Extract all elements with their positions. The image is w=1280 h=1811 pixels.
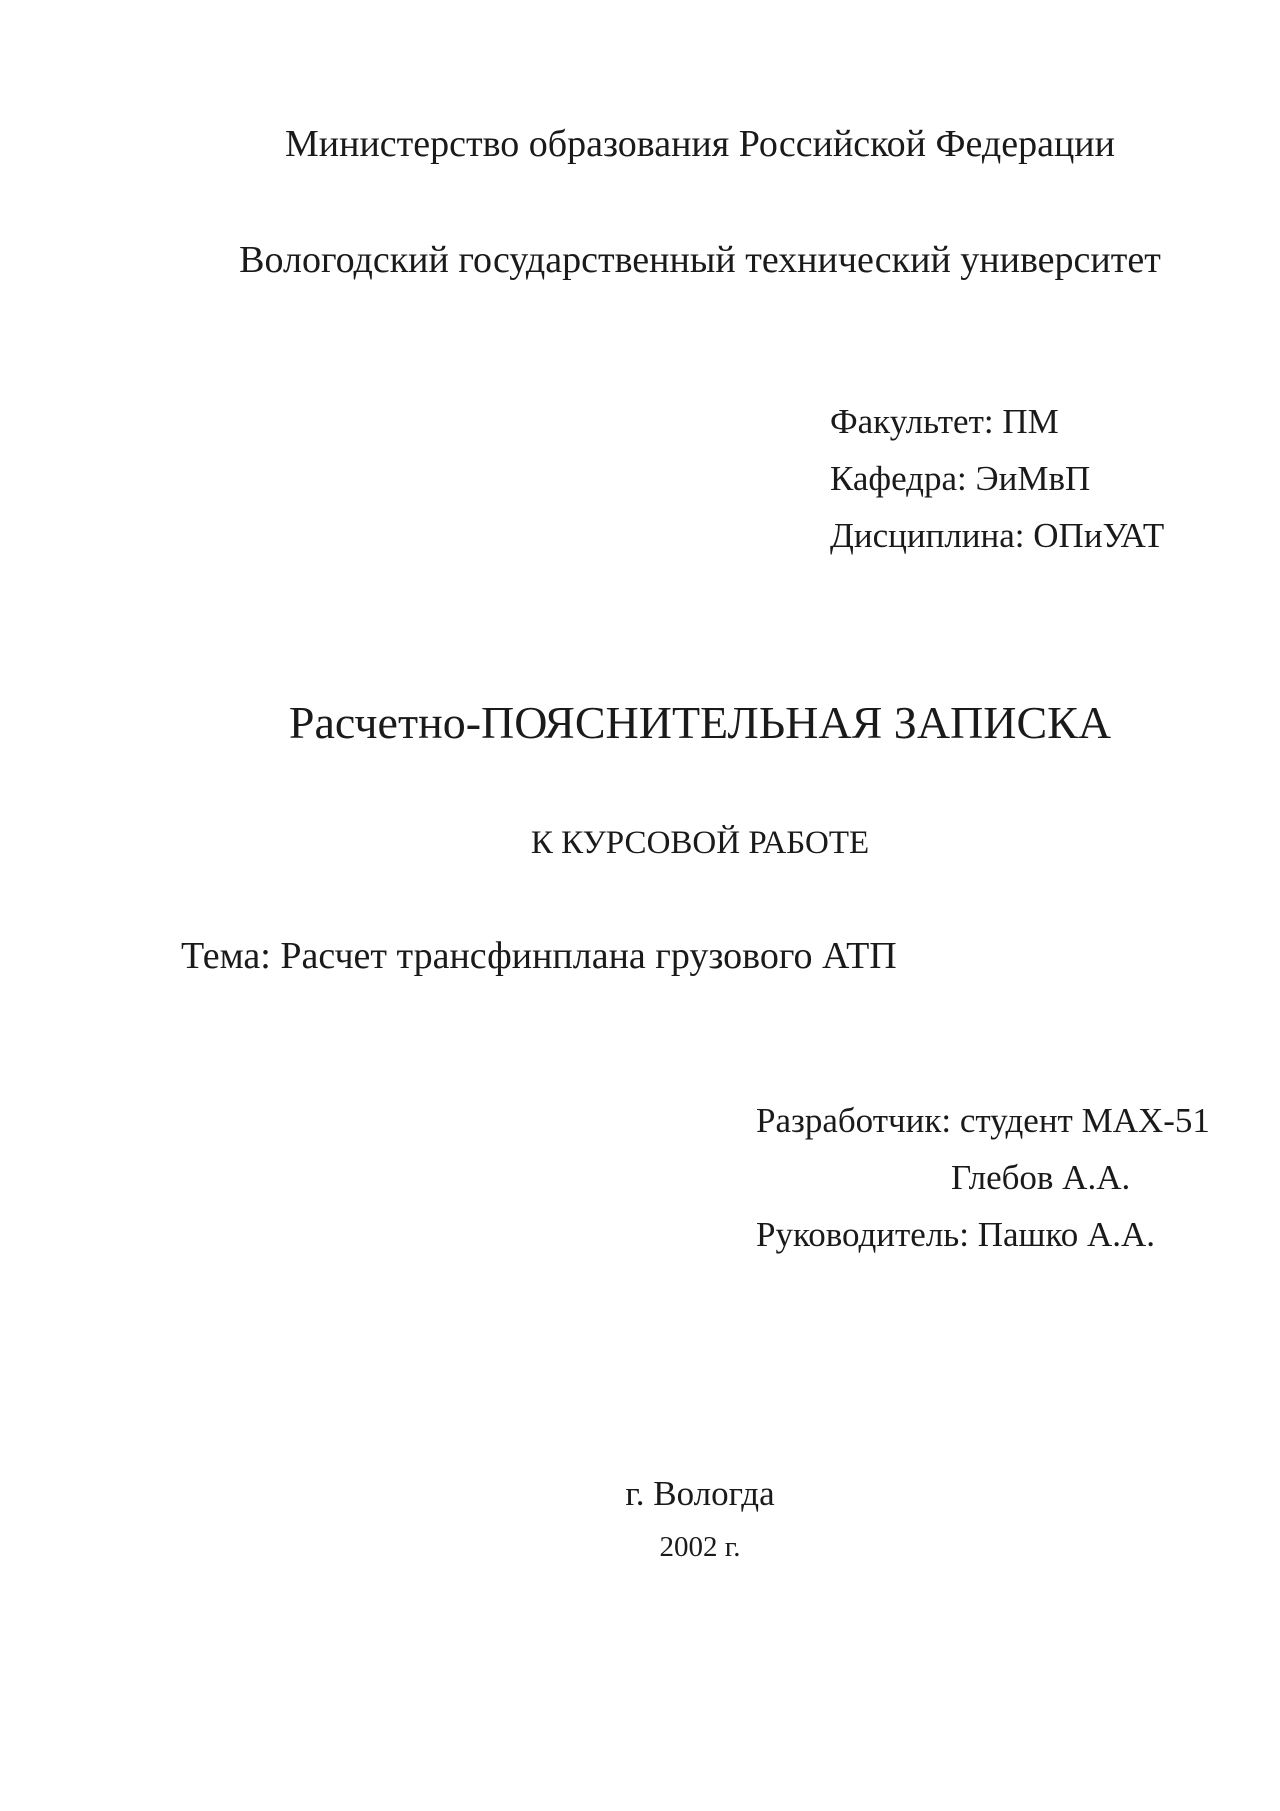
developer-line: Разработчик: студент МАХ-51 [756,1101,1210,1140]
university-heading: Вологодский государственный технический университет [239,239,1161,281]
city-line: г. Вологда [625,1474,775,1513]
ministry-heading: Министерство образования Российской Федерации [285,123,1115,165]
supervisor-line: Руководитель: Пашко А.А. [756,1215,1156,1254]
department-line: Кафедра: ЭиМвП [830,459,1091,498]
year-line: 2002 г. [659,1531,741,1563]
document-title: Расчетно-ПОЯСНИТЕЛЬНАЯ ЗАПИСКА [288,697,1112,748]
document-subtitle: К КУРСОВОЙ РАБОТЕ [530,825,870,861]
topic-line: Тема: Расчет трансфинплана грузового АТП [181,935,897,977]
discipline-line: Дисциплина: ОПиУАТ [830,516,1165,555]
developer-name: Глебов А.А. [951,1158,1131,1197]
course-info-block [830,402,1164,573]
faculty-line: Факультет: ПМ [830,402,1059,441]
authors-block [756,1101,1210,1272]
